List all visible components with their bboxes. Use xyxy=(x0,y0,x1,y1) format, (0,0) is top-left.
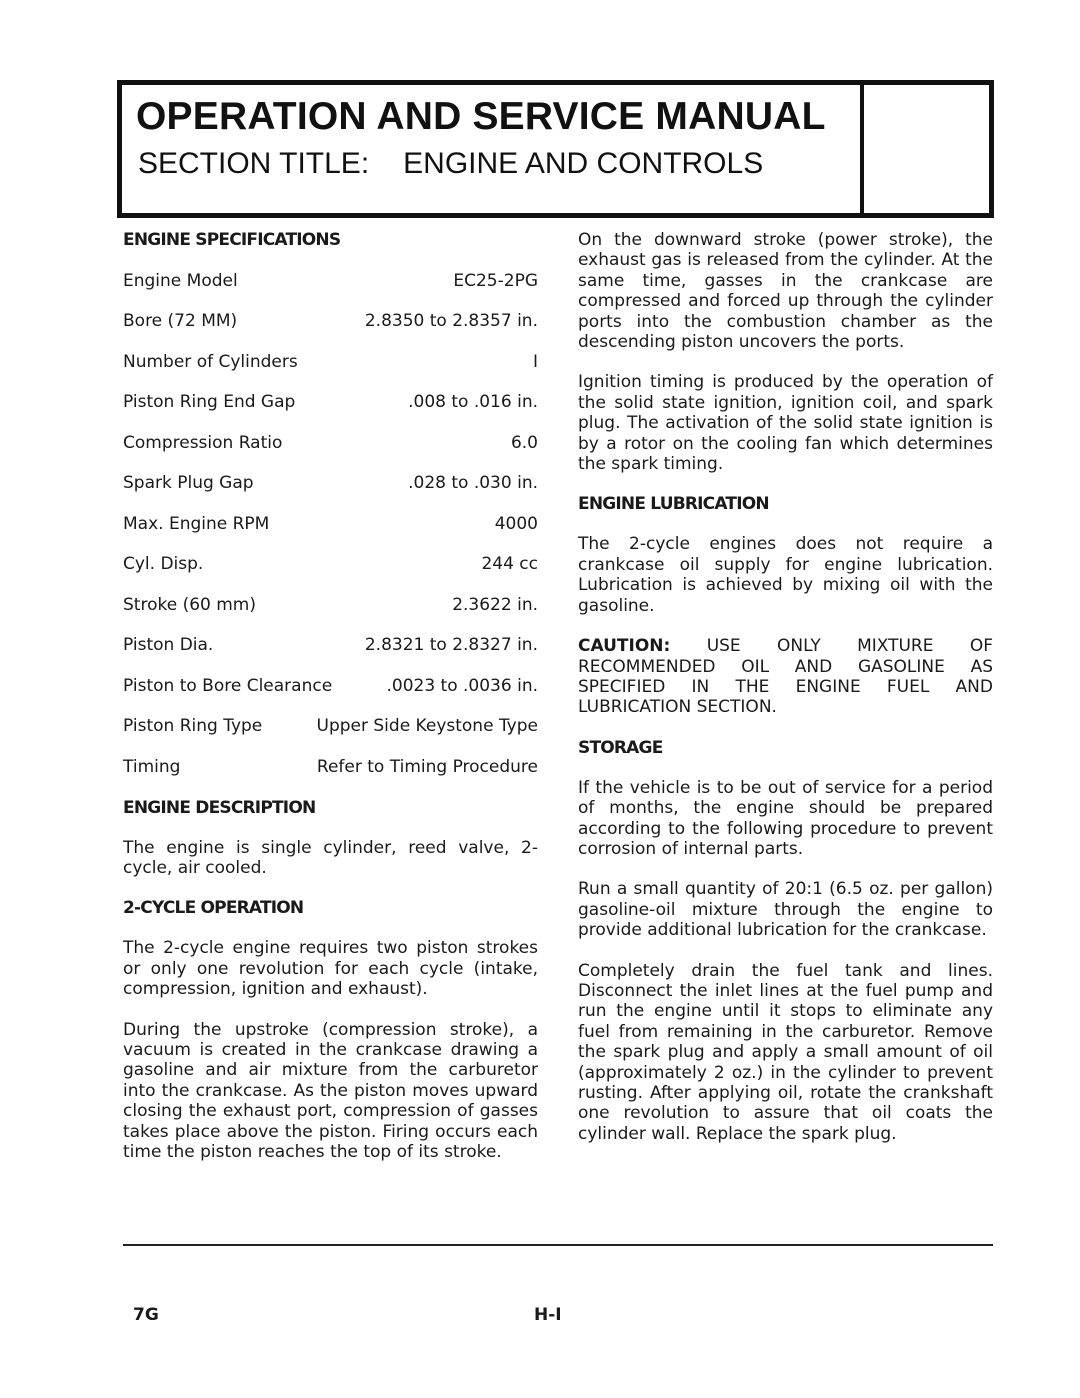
spec-label: Piston to Bore Clearance xyxy=(123,675,333,696)
spec-value: EC25-2PG xyxy=(453,270,538,291)
footer-rule xyxy=(123,1244,993,1246)
spec-value: Upper Side Keystone Type xyxy=(316,716,538,736)
spec-value: 6.0 xyxy=(510,432,538,453)
section-title-value: ENGINE AND CONTROLS xyxy=(403,147,764,180)
header-box xyxy=(117,80,994,218)
manual-title: OPERATION AND SERVICE MANUAL xyxy=(136,95,826,138)
caution-label: CAUTION: xyxy=(578,636,671,657)
operation-paragraph-1: The 2-cycle engine requires two piston strokes or only one revolution for each cycle (intake, compression, ignition and exhaust). xyxy=(123,938,538,1000)
spec-row xyxy=(123,392,538,412)
spec-row xyxy=(123,433,538,453)
spec-value: I xyxy=(532,351,538,372)
spec-value: .008 to .016 in. xyxy=(408,392,538,412)
storage-paragraph-1: If the vehicle is to be out of service for a period of months, the engine should be prepared according to the following procedure to prevent corrosion of internal parts. xyxy=(578,777,993,859)
spec-label: Piston Ring Type xyxy=(123,716,263,736)
spec-label: Number of Cylinders xyxy=(123,351,298,372)
spec-label: Stroke (60 mm) xyxy=(123,594,256,615)
ignition-paragraph: Ignition timing is produced by the operation of the solid state ignition, ignition coil, and spark plug. The activation of the solid state ignition is by a rotor on the cooling fan which determines the spark timing. xyxy=(578,372,993,475)
spec-value: Refer to Timing Procedure xyxy=(316,756,538,777)
spec-label: Piston Ring End Gap xyxy=(123,392,296,412)
spec-row xyxy=(123,554,538,574)
spec-label: Bore (72 MM) xyxy=(123,311,238,331)
spec-label: Engine Model xyxy=(123,270,238,291)
description-text: The engine is single cylinder, reed valve, 2-cycle, air cooled. xyxy=(123,837,538,878)
footer-code: 7G xyxy=(133,1305,159,1325)
spec-row xyxy=(123,676,538,696)
spec-row xyxy=(123,311,538,331)
downstroke-paragraph: On the downward stroke (power stroke), the exhaust gas is released from the cylinder. At the same time, gasses in the crankcase are compressed and forced up through the cylinder ports into the combustion chamber as the descending piston uncovers the ports. xyxy=(578,230,993,353)
storage-paragraph-3: Completely drain the fuel tank and lines. Disconnect the inlet lines at the fuel pump and run the engine until it stops to eliminate any fuel from remaining in the carburetor. Remove the spark plug and apply a small amount of oil (approximately 2 oz.) in the cylinder to prevent rusting. After applying oil, rotate the crankshaft one revolution to assure that oil coats the cylinder wall. Replace the spark plug. xyxy=(578,960,993,1144)
description-heading: ENGINE DESCRIPTION xyxy=(123,797,316,818)
spec-row xyxy=(123,514,538,534)
lubrication-text: The 2-cycle engines does not require a crankcase oil supply for engine lubrication. Lubrication is achieved by mixing oil with the gasoline. xyxy=(578,534,993,616)
spec-list xyxy=(123,271,538,777)
header-divider xyxy=(860,85,864,213)
spec-label: Spark Plug Gap xyxy=(123,473,254,493)
section-title xyxy=(138,147,763,181)
spec-row xyxy=(123,352,538,372)
storage-heading: STORAGE xyxy=(578,737,663,758)
operation-paragraph-2: During the upstroke (compression stroke), a vacuum is created in the crankcase drawing a gasoline and air mixture from the carburetor into the crankcase. As the piston moves upward closing the exhaust port, compression of gasses takes place above the piston. Firing occurs each time the piston reaches the top of its stroke. xyxy=(123,1019,538,1162)
spec-value: 2.8350 to 2.8357 in. xyxy=(364,311,538,331)
spec-value: .028 to .030 in. xyxy=(408,473,538,493)
spec-label: Piston Dia. xyxy=(123,635,214,655)
spec-row xyxy=(123,757,538,777)
operation-heading: 2-CYCLE OPERATION xyxy=(123,898,304,919)
caution-paragraph xyxy=(578,636,993,718)
lubrication-heading: ENGINE LUBRICATION xyxy=(578,494,769,515)
section-title-label: SECTION TITLE: xyxy=(138,147,370,180)
specs-heading: ENGINE SPECIFICATIONS xyxy=(123,230,341,250)
spec-label: Cyl. Disp. xyxy=(123,554,204,574)
right-column xyxy=(578,230,993,1144)
spec-row xyxy=(123,271,538,291)
spec-row xyxy=(123,595,538,615)
page-number: H-I xyxy=(534,1305,562,1325)
spec-label: Compression Ratio xyxy=(123,432,283,453)
spec-value: 4000 xyxy=(494,513,538,534)
spec-value: 2.8321 to 2.8327 in. xyxy=(364,635,538,655)
spec-value: 2.3622 in. xyxy=(452,594,538,615)
spec-label: Max. Engine RPM xyxy=(123,513,270,534)
spec-row xyxy=(123,635,538,655)
left-column xyxy=(123,230,538,1162)
spec-row xyxy=(123,716,538,736)
caution-text: USE ONLY MIXTURE OF RECOMMENDED OIL AND GASOLINE AS SPECIFIED IN THE ENGINE FUEL AND LUBRICATION SECTION. xyxy=(578,636,993,718)
spec-label: Timing xyxy=(123,756,181,777)
spec-value: .0023 to .0036 in. xyxy=(386,675,538,696)
storage-paragraph-2: Run a small quantity of 20:1 (6.5 oz. per gallon) gasoline-oil mixture through the engine to provide additional lubrication for the crankcase. xyxy=(578,879,993,941)
spec-row xyxy=(123,473,538,493)
spec-value: 244 cc xyxy=(481,554,538,574)
